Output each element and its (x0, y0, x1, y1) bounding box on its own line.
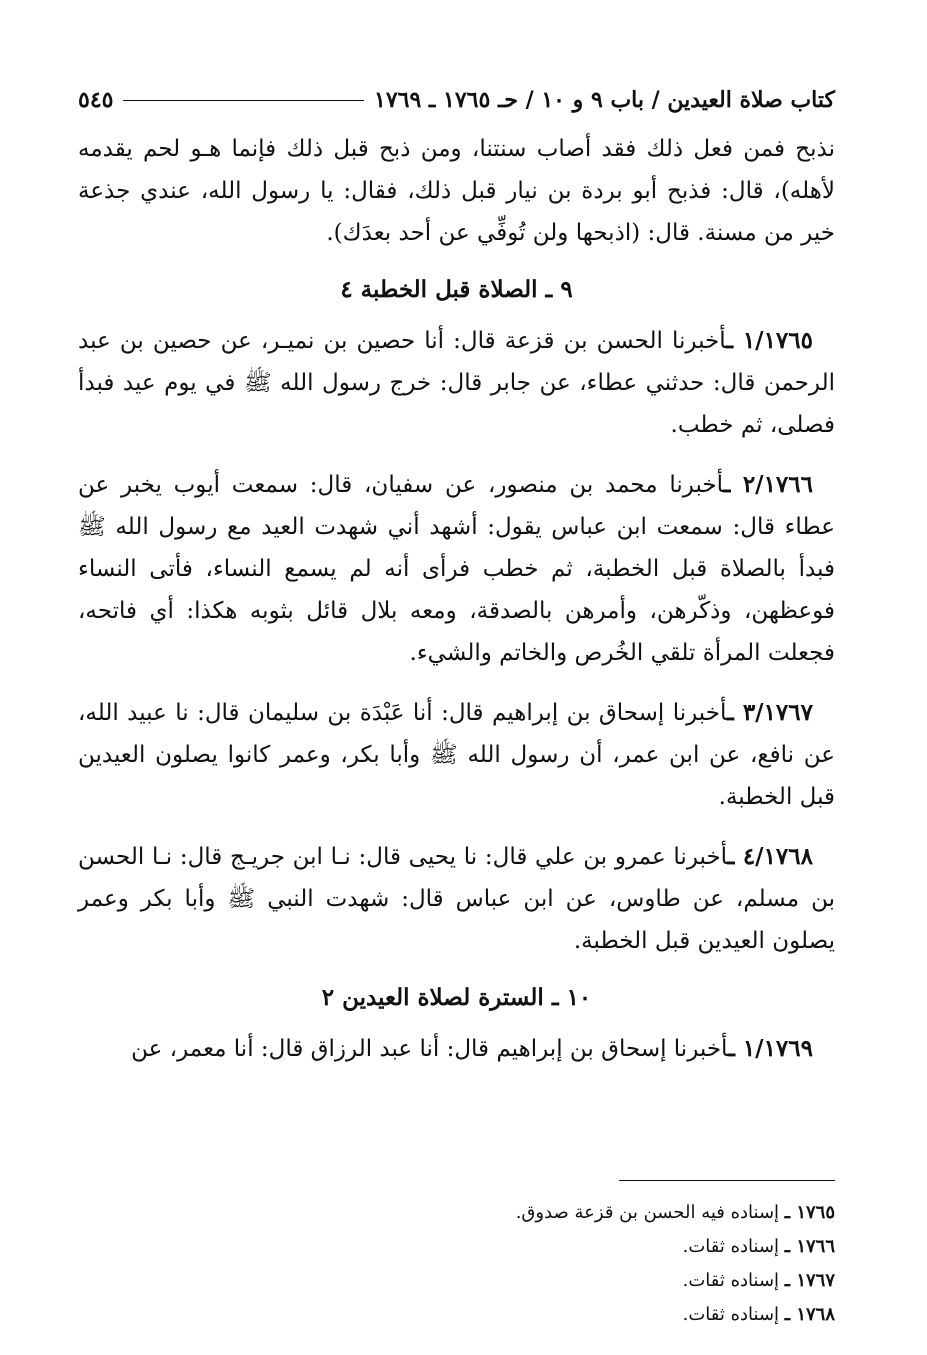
hadith-text: أخبرنا إسحاق بن إبراهيم قال: أنا عَبْدَة بن سليمان قال: نا عبيد الله، عن نافع، عن ابن عمر، أن رسول الله ﷺ وأبا بكر، وعمر كانوا يصلون العيدين قبل الخطبة. (78, 700, 835, 810)
hadith-1767 (78, 692, 835, 818)
hadith-number: ١/١٧٦٥ ـ (726, 327, 813, 354)
footnote-number: ١٧٦٦ ـ (784, 1236, 835, 1257)
page-body (78, 128, 835, 1070)
footnote-text: إسناده ثقات. (682, 1236, 780, 1257)
hadith-1768 (78, 836, 835, 962)
header-title: كتاب صلاة العيدين / باب ٩ و ١٠ / حـ ١٧٦٥ ـ ١٧٦٩ (374, 87, 835, 113)
hadith-1765 (78, 320, 835, 446)
footnote-1767 (300, 1264, 835, 1298)
hadith-number: ١/١٧٦٩ ـ (728, 1035, 813, 1062)
hadith-number: ٤/١٧٦٨ ـ (727, 843, 813, 870)
footnotes (300, 1196, 835, 1332)
hadith-1766 (78, 464, 835, 674)
footnote-1766 (300, 1230, 835, 1264)
intro-paragraph: نذبح فمن فعل ذلك فقد أصاب سنتنا، ومن ذبح قبل ذلك فإنما هـو لحم يقدمه لأهله)، قال: فذبح أبو بردة بن نيار قبل ذلك، فقال: يا رسول الله، عندي جذعة خير من مسنة. قال: (اذبحها ولن تُوفِّي عن أحد بعدَك). (78, 136, 835, 246)
hadith-number: ٣/١٧٦٧ ـ (726, 699, 813, 726)
footnote-text: إسناده فيه الحسن بن قزعة صدوق. (515, 1202, 780, 1223)
footnote-rule (619, 1180, 835, 1181)
hadith-number: ٢/١٧٦٦ ـ (723, 471, 813, 498)
hadith-text: أخبرنا الحسن بن قزعة قال: أنا حصين بن نميـر، عن حصين بن عبد الرحمن قال: حدثني عطاء، عن جابر قال: خرج رسول الله ﷺ في يوم عيد فبدأ فصلى، ثم خطب. (78, 328, 835, 438)
section-10-heading: ١٠ ـ السترة لصلاة العيدين ٢ (321, 984, 592, 1011)
page-number: ٥٤٥ (78, 87, 114, 113)
section-9-heading: ٩ ـ الصلاة قبل الخطبة ٤ (340, 276, 573, 303)
hadith-1769 (78, 1028, 835, 1070)
hadith-text: أخبرنا عمرو بن علي قال: نا يحيى قال: نـا ابن جريـج قال: نـا الحسن بن مسلم، عن طاوس، عن ابن عباس قال: شهدت النبي ﷺ وأبا بكر وعمر يصلون العيدين قبل الخطبة. (78, 844, 835, 954)
footnote-1768 (300, 1298, 835, 1332)
hadith-text: أخبرنا محمد بن منصور، عن سفيان، قال: سمعت أيوب يخبر عن عطاء قال: سمعت ابن عباس يقول: أشهد أني شهدت العيد مع رسول الله ﷺ فبدأ بالصلاة قبل الخطبة، ثم خطب فرأى أنه لم يسمع النساء، فأتى النساء فوعظهن، وذكّرهن، وأمرهن بالصدقة، ومعه بلال قائل بثوبه هكذا: أي فاتحه، فجعلت المرأة تلقي الخُرص والخاتم والشيء. (78, 472, 835, 666)
footnote-number: ١٧٦٥ ـ (784, 1202, 835, 1223)
running-header (78, 80, 835, 120)
footnote-number: ١٧٦٨ ـ (784, 1304, 835, 1325)
footnote-text: إسناده ثقات. (682, 1304, 780, 1325)
footnote-text: إسناده ثقات. (682, 1270, 780, 1291)
hadith-text: أخبرنا إسحاق بن إبراهيم قال: أنا عبد الرزاق قال: أنا معمر، عن (131, 1036, 729, 1062)
header-rule (123, 100, 364, 101)
footnote-1765 (300, 1196, 835, 1230)
footnote-number: ١٧٦٧ ـ (784, 1270, 835, 1291)
